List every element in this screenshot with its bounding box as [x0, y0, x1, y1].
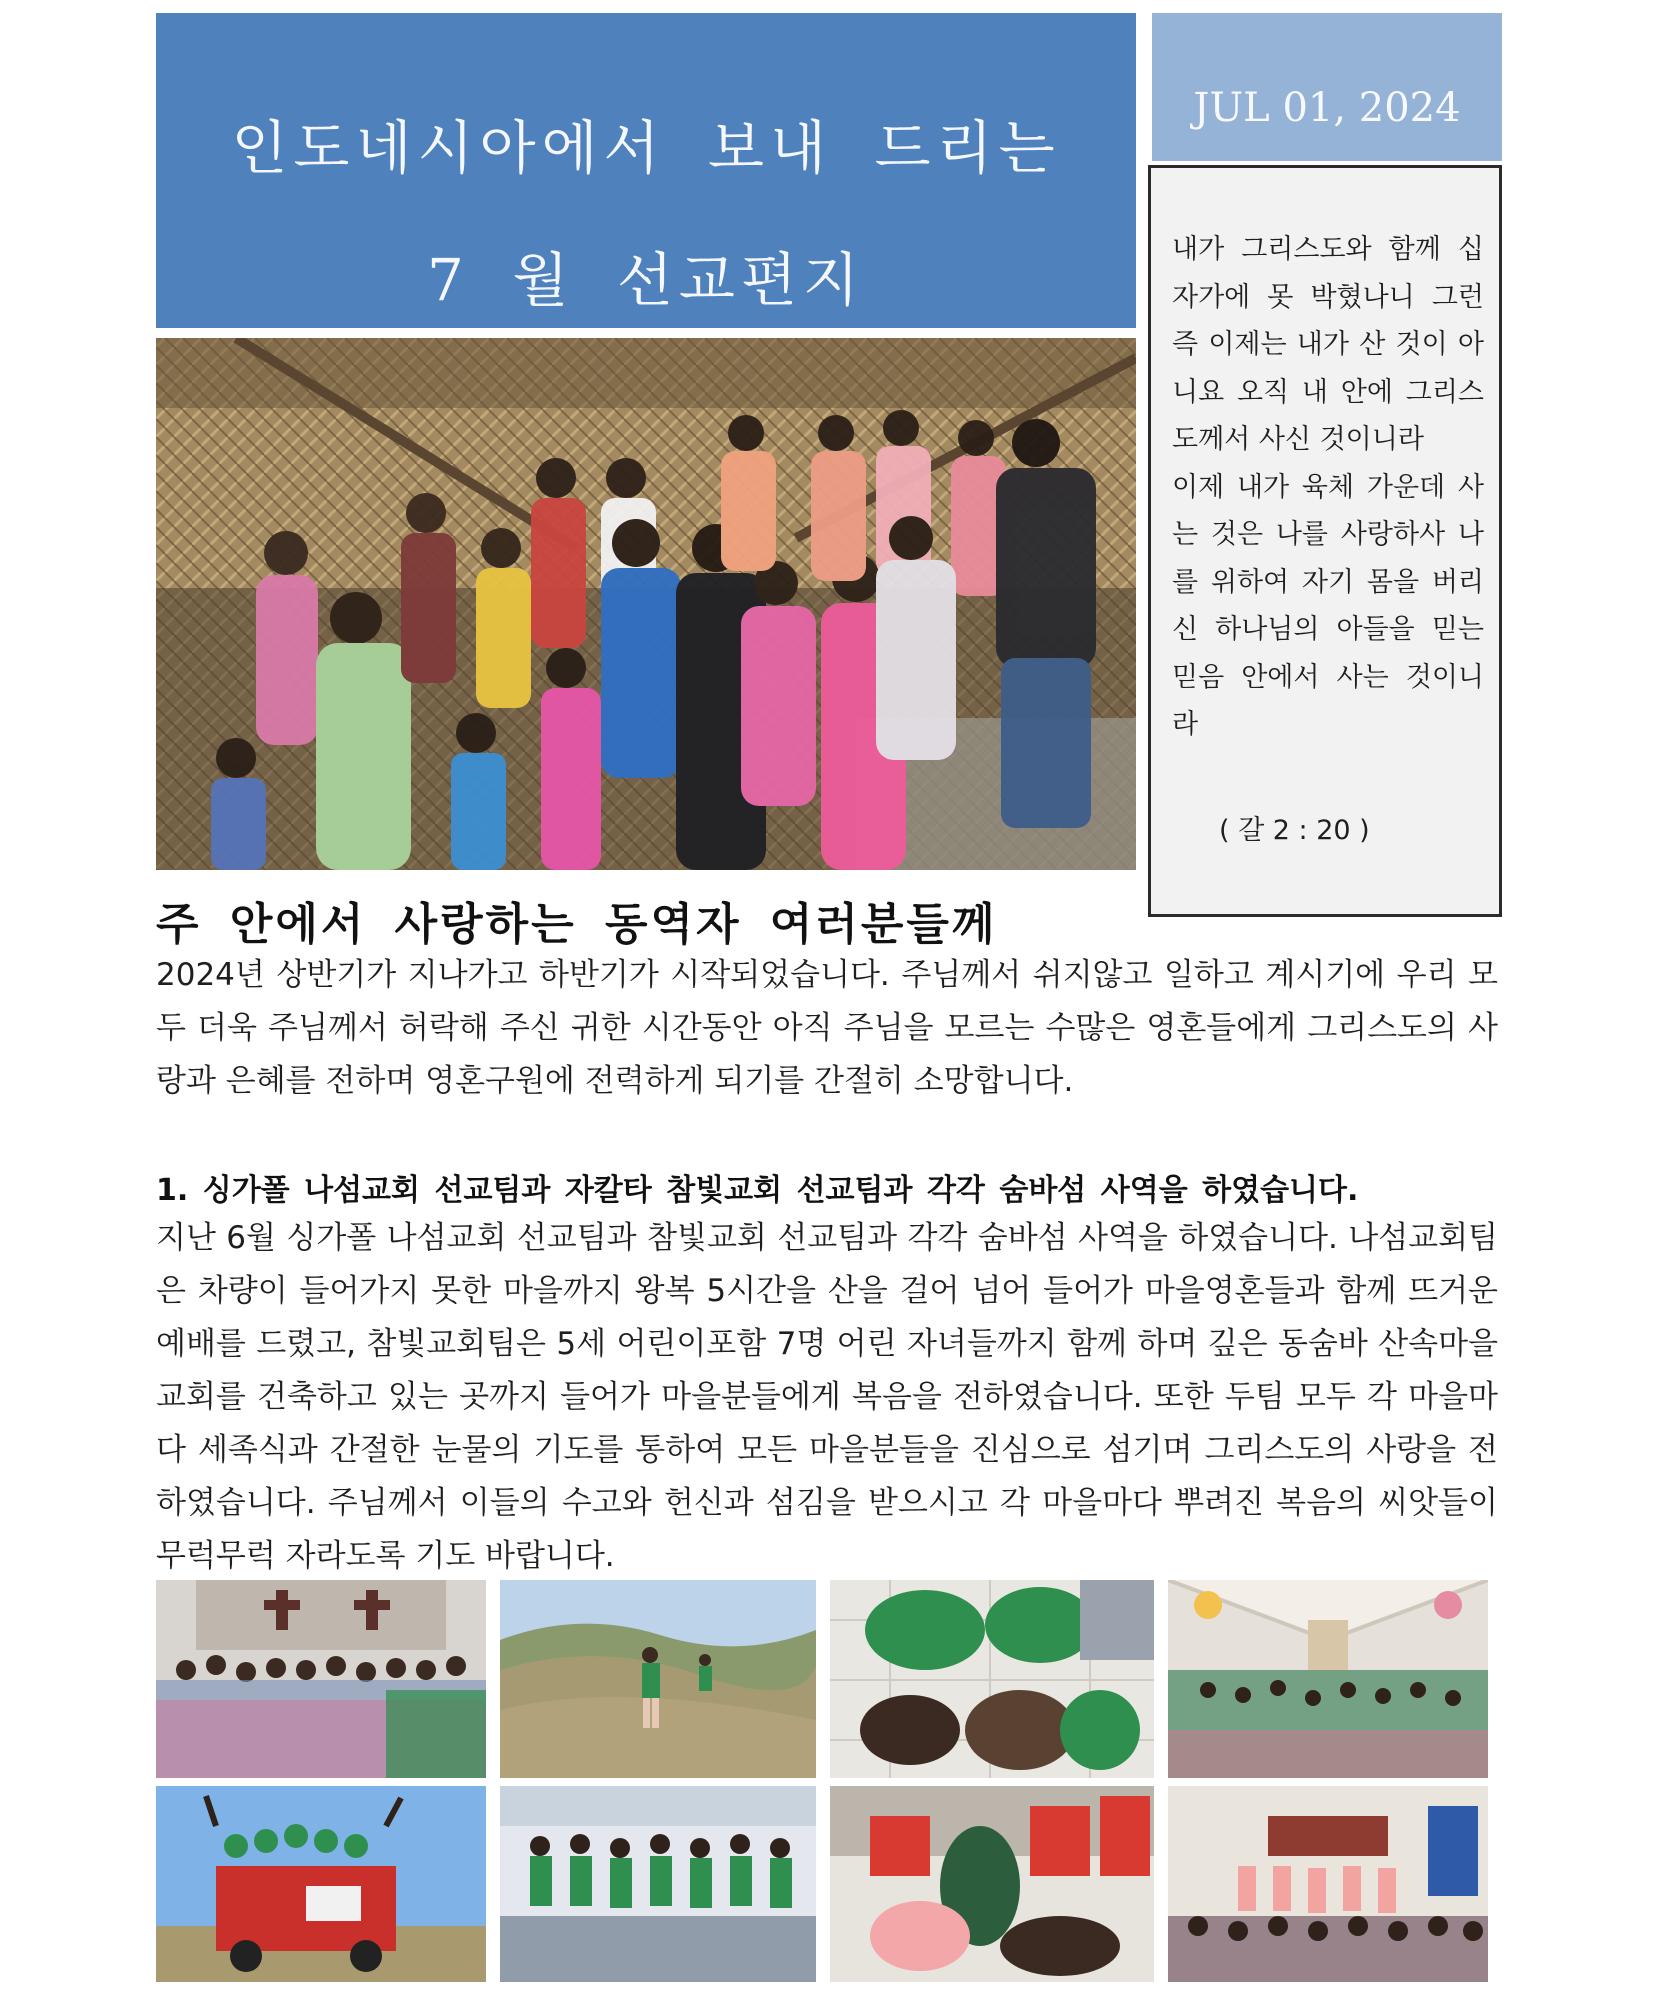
letter-greeting: 주 안에서 사랑하는 동역자 여러분들께	[156, 899, 998, 950]
date-badge: JUL 01, 2024	[1152, 13, 1502, 161]
photo-truck-team-illustration	[156, 1786, 486, 1982]
photo-performance-stage	[1168, 1786, 1488, 1982]
section-heading: 1. 싱가폴 나섬교회 선교팀과 자칼타 참빛교회 선교팀과 각각 숨바섬 사역을 하였습니다.	[156, 1173, 1359, 1208]
photo-washing-feet-chairs	[830, 1786, 1154, 1982]
section-body: 지난 6월 싱가폴 나섬교회 선교팀과 참빛교회 선교팀과 각각 숨바섬 사역을 하였습니다. 나섬교회팀은 차량이 들어가지 못한 마을까지 왕복 5시간을 산을 걸어 넘어 들어가 마을영혼들과 함께 뜨거운 예배를 드렸고, 참빛교회팀은 5세 어린이포함 7명 어린 자녀들까지 함께 하며 깊은 동숨바 산속마을 교회를 건축하고 있는 곳까지 들어가 마을분들에게 복음을 전하였습니다. 또한 두팀 모두 각 마을마다 세족식과 간절한 눈물의 기도를 통하여 모든 마을분들을 진심으로 섬기며 그리스도의 사랑을 전하였습니다. 주님께서 이들의 수고와 헌신과 섬김을 받으시고 각 마을마다 뿌려진 복음의 씨앗들이 무럭무럭 자라도록 기도 바랍니다.	[156, 1220, 1498, 1574]
scripture-text: 내가 그리스도와 함께 십자가에 못 박혔나니 그런즉 이제는 내가 산 것이 아니요 오직 내 안에 그리스도께서 사신 것이니라 이제 내가 육체 가운데 사는 것은 나를 사랑하사 나를 위하여 자기 몸을 버리신 하나님의 아들을 믿는 믿음 안에서 사는 것이니라	[1172, 234, 1484, 740]
photo-truck-team	[156, 1786, 486, 1982]
photo-foot-washing	[830, 1580, 1154, 1778]
photo-foot-washing-illustration	[830, 1580, 1154, 1778]
scripture-box	[1148, 165, 1502, 917]
photo-church-group	[156, 1580, 486, 1778]
photo-performance-stage-illustration	[1168, 1786, 1488, 1982]
photo-hillside-hike-illustration	[500, 1580, 816, 1778]
photo-washing-feet-chairs-illustration	[830, 1786, 1154, 1982]
photo-church-gathering	[1168, 1580, 1488, 1778]
page-title: 인도네시아에서 보내 드리는	[231, 114, 1061, 182]
photo-church-group-illustration	[156, 1580, 486, 1778]
congregation-illustration	[156, 338, 1136, 870]
intro-paragraph: 2024년 상반기가 지나가고 하반기가 시작되었습니다. 주님께서 쉬지않고 일하고 계시기에 우리 모두 더욱 주님께서 허락해 주신 귀한 시간동안 아직 주님을 모르는 수많은 영혼들에게 그리스도의 사랑과 은혜를 전하며 영혼구원에 전력하게 되기를 간절히 소망합니다.	[156, 957, 1498, 1099]
hero-photo-congregation	[156, 338, 1136, 870]
photo-hillside-hike	[500, 1580, 816, 1778]
scripture-reference: ( 갈 2 : 20 )	[1219, 815, 1370, 846]
page-subtitle: 7 월 선교편지	[427, 246, 865, 314]
title-banner	[156, 13, 1136, 328]
photo-children-worship-illustration	[500, 1786, 816, 1982]
photo-church-gathering-illustration	[1168, 1580, 1488, 1778]
photo-children-worship	[500, 1786, 816, 1982]
